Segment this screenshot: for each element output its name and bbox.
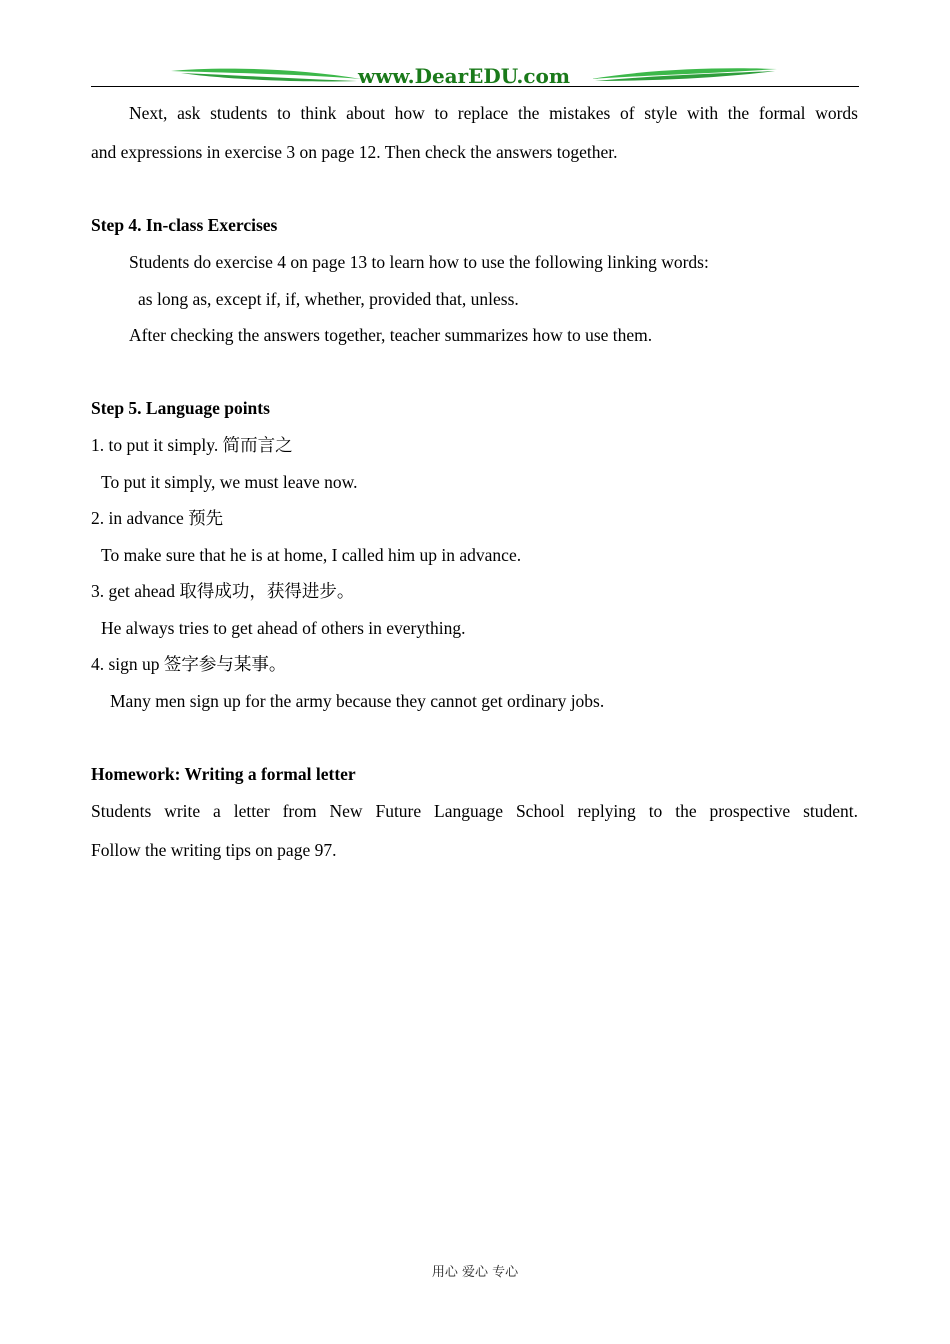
step4-linking-words: as long as, except if, if, whether, provided that, unless.	[138, 289, 519, 309]
homework-line1: Students write a letter from New Future Language School replying to the prospective student.	[91, 801, 858, 821]
language-point-term: 3. get ahead 取得成功，获得进步。	[91, 581, 355, 601]
left-swoosh-decoration	[171, 65, 361, 85]
step4-heading: Step 4. In-class Exercises	[91, 215, 278, 235]
homework-line2: Follow the writing tips on page 97.	[91, 840, 337, 860]
language-point-term: 4. sign up 签字参与某事。	[91, 654, 287, 674]
intro-paragraph-line1: Next, ask students to think about how to replace the mistakes of style with the formal words	[129, 103, 858, 123]
homework-heading: Homework: Writing a formal letter	[91, 764, 356, 784]
site-logo-text: www.DearEDU.com	[358, 64, 571, 88]
language-point-example: To put it simply, we must leave now.	[101, 472, 358, 492]
step4-line3: After checking the answers together, teacher summarizes how to use them.	[129, 325, 653, 345]
language-point-term: 1. to put it simply. 简而言之	[91, 435, 293, 455]
language-point-example: Many men sign up for the army because they cannot get ordinary jobs.	[110, 691, 605, 711]
page-footer: 用心 爱心 专心	[431, 1265, 519, 1280]
intro-paragraph-line2: and expressions in exercise 3 on page 12. Then check the answers together.	[91, 142, 618, 162]
language-point-term: 2. in advance 预先	[91, 508, 224, 528]
right-swoosh-decoration	[591, 65, 781, 85]
language-point-example: He always tries to get ahead of others in everything.	[101, 618, 466, 638]
page-header	[91, 62, 859, 88]
language-point-example: To make sure that he is at home, I called him up in advance.	[101, 545, 522, 565]
step5-heading: Step 5. Language points	[91, 398, 270, 418]
step4-line1: Students do exercise 4 on page 13 to learn how to use the following linking words:	[129, 252, 709, 272]
header-rule	[91, 86, 859, 87]
